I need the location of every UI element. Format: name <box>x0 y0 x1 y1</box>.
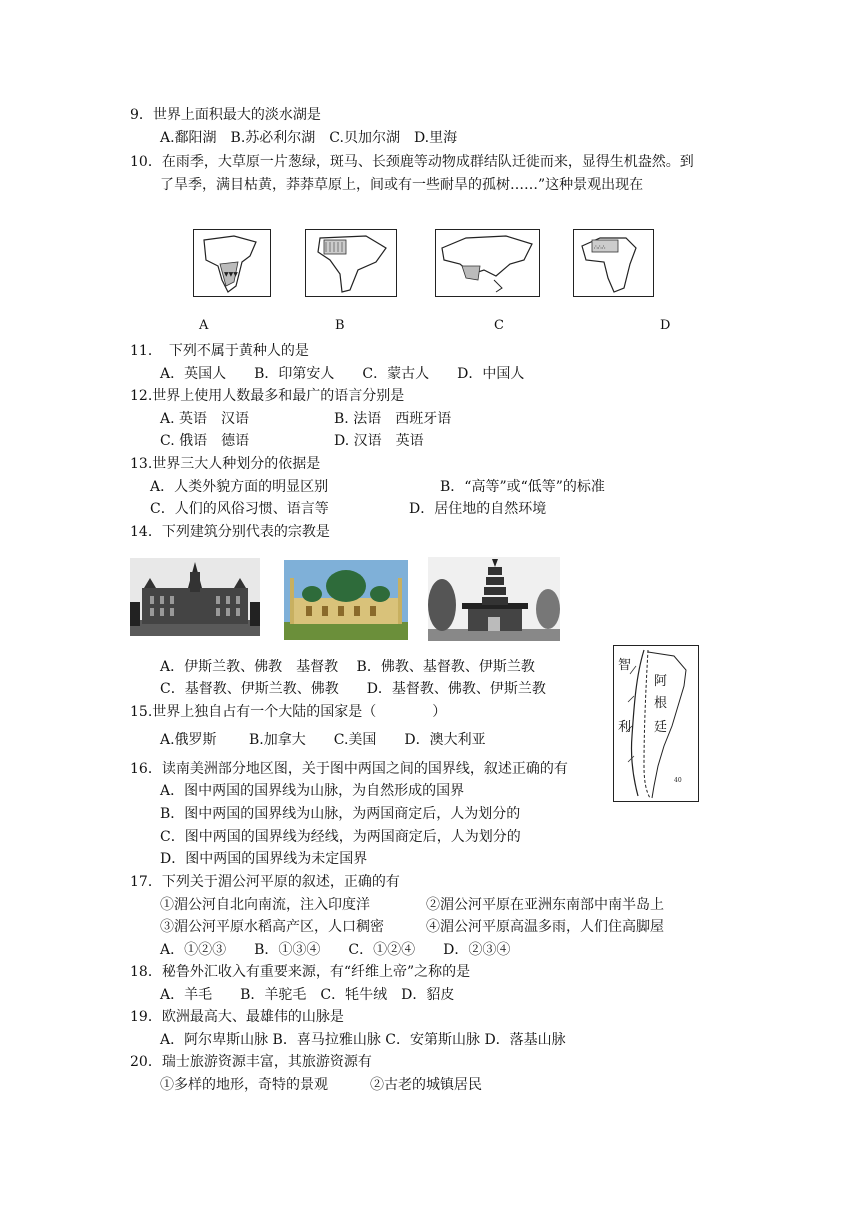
map-label-b: B <box>335 318 345 333</box>
q17-statement-1: ①湄公河自北向南流，注入印度洋 <box>160 897 370 913</box>
q16-option-c: C．图中两国的国界线为经线，为两国商定后，人为划分的 <box>160 829 521 845</box>
svg-text:40: 40 <box>674 777 682 784</box>
q17-options: A．①②③ B．①③④ C．①②④ D．②③④ <box>160 942 511 958</box>
q15-stem: 15.世界上独自占有一个大陆的国家是（ ） <box>130 704 447 720</box>
q16-option-b: B．图中两国的国界线为山脉，为两国商定后，人为划分的 <box>160 806 521 822</box>
map-label-argentina-2: 根 <box>654 696 668 711</box>
map-b-south-america <box>305 229 397 297</box>
q12-option-c: C. 俄语 德语 <box>160 433 250 449</box>
photo-church <box>130 558 260 636</box>
q12-option-b: B. 法语 西班牙语 <box>334 411 452 427</box>
q18-stem: 18．秘鲁外汇收入有重要来源，有“纤维上帝”之称的是 <box>130 964 471 980</box>
q16-option-d: D．图中两国的国界线为未定国界 <box>160 851 368 867</box>
svg-text:∴∴∴: ∴∴∴ <box>594 244 606 251</box>
q13-option-c: C．人们的风俗习惯、语言等 <box>150 501 329 517</box>
photo-mosque <box>284 560 408 640</box>
q16-stem: 16．读南美洲部分地区图，关于图中两国之间的国界线，叙述正确的有 <box>130 761 568 777</box>
q17-statement-4: ④湄公河平原高温多雨，人们住高脚屋 <box>426 919 664 935</box>
map-label-argentina-3: 廷 <box>654 720 668 735</box>
q17-statement-2: ②湄公河平原在亚洲东南部中南半岛上 <box>426 897 664 913</box>
map-label-chile-2: 利 <box>618 720 632 735</box>
q14-stem: 14．下列建筑分别代表的宗教是 <box>130 524 330 540</box>
q10-stem-line1: 10．在雨季，大草原一片葱绿，斑马、长颈鹿等动物成群结队迁徙而来，显得生机盎然。到 <box>130 154 694 170</box>
q13-option-b: B．“高等”或“低等”的标准 <box>440 479 605 495</box>
q14-options-cd: C．基督教、伊斯兰教、佛教 D．基督教、佛教、伊斯兰教 <box>160 681 546 697</box>
q13-option-d: D．居住地的自然环境 <box>409 501 547 517</box>
q17-statement-3: ③湄公河平原水稻高产区，人口稠密 <box>160 919 384 935</box>
q17-stem: 17．下列关于湄公河平原的叙述，正确的有 <box>130 874 400 890</box>
south-america-map <box>613 645 699 802</box>
q14-options-ab: A．伊斯兰教、佛教 基督教 B．佛教、基督教、伊斯兰教 <box>160 659 535 675</box>
q12-option-d: D. 汉语 英语 <box>334 433 424 449</box>
q11-options: A．英国人 B．印第安人 C．蒙古人 D．中国人 <box>160 366 525 382</box>
q13-stem: 13.世界三大人种划分的依据是 <box>130 456 321 472</box>
q13-option-a: A．人类外貌方面的明显区别 <box>150 479 329 495</box>
q19-options: A．阿尔卑斯山脉 B．喜马拉雅山脉 C．安第斯山脉 D．落基山脉 <box>160 1032 566 1048</box>
q12-option-a: A. 英语 汉语 <box>160 411 250 427</box>
q11-stem: 11． 下列不属于黄种人的是 <box>130 343 309 359</box>
q15-options: A.俄罗斯 B.加拿大 C.美国 D．澳大利亚 <box>160 732 486 748</box>
q20-stem: 20．瑞士旅游资源丰富，其旅游资源有 <box>130 1054 372 1070</box>
q18-options: A．羊毛 B．羊驼毛 C．牦牛绒 D．貂皮 <box>160 987 455 1003</box>
q12-stem: 12.世界上使用人数最多和最广的语言分别是 <box>130 388 405 404</box>
q20-statements-1-2: ①多样的地形，奇特的景观 ②古老的城镇居民 <box>160 1077 482 1093</box>
map-a-africa <box>193 229 271 297</box>
svg-text:▼▼▼: ▼▼▼ <box>224 271 238 278</box>
q9-stem: 9．世界上面积最大的淡水湖是 <box>130 107 321 123</box>
q10-stem-line2: 了旱季，满目枯黄，莽莽草原上，间或有一些耐旱的孤树……”这种景观出现在 <box>160 177 644 193</box>
map-d-africa <box>573 229 654 297</box>
q16-option-a: A．图中两国的国界线为山脉，为自然形成的国界 <box>160 783 465 799</box>
map-c-asia <box>435 229 540 297</box>
q9-options: A.鄱阳湖 B.苏必利尔湖 C.贝加尔湖 D.里海 <box>160 130 458 146</box>
map-label-d: D <box>660 318 671 333</box>
map-label-a: A <box>199 318 209 333</box>
map-label-c: C <box>494 318 504 333</box>
q19-stem: 19．欧洲最高大、最雄伟的山脉是 <box>130 1009 344 1025</box>
map-label-argentina-1: 阿 <box>654 674 668 689</box>
map-label-chile-1: 智 <box>618 658 632 673</box>
photo-pagoda <box>428 557 560 641</box>
